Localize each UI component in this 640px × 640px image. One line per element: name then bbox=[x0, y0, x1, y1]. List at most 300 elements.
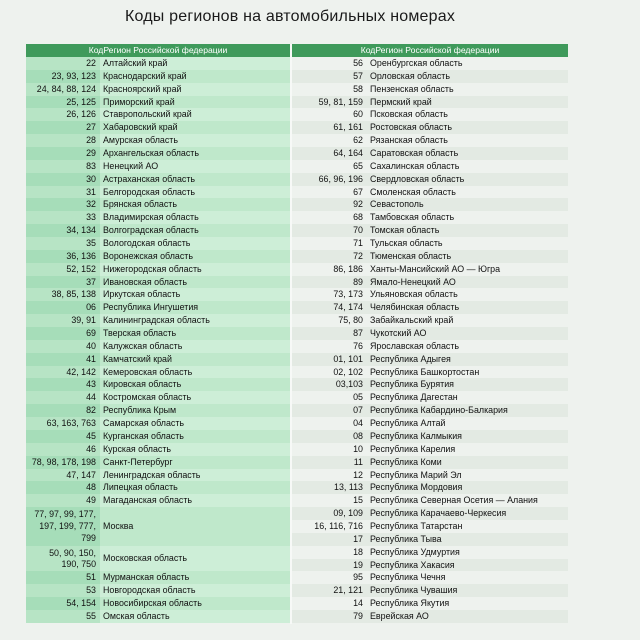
table-row bbox=[26, 134, 290, 147]
region-name: Сахалинская область bbox=[367, 160, 568, 173]
region-code-part: 45 bbox=[86, 430, 96, 441]
region-code bbox=[292, 597, 367, 610]
region-name: Республика Коми bbox=[367, 456, 568, 469]
table-row bbox=[26, 571, 290, 584]
region-name: Брянская область bbox=[100, 198, 290, 211]
region-code bbox=[292, 211, 367, 224]
region-code bbox=[292, 456, 367, 469]
table-row bbox=[292, 70, 568, 83]
table-row bbox=[26, 173, 290, 186]
region-code-part: 67 bbox=[353, 186, 363, 197]
table-row bbox=[26, 57, 290, 70]
region-code-part: 68 bbox=[353, 212, 363, 223]
table-row bbox=[26, 443, 290, 456]
region-code bbox=[26, 83, 100, 96]
region-code-part: 07 bbox=[353, 405, 363, 416]
region-name: Краснодарский край bbox=[100, 70, 290, 83]
region-code bbox=[26, 211, 100, 224]
table-row bbox=[26, 108, 290, 121]
region-code-part: 19 bbox=[353, 559, 363, 570]
region-code-part: 77, 97, 99, 177, bbox=[34, 509, 96, 520]
region-name: Камчатский край bbox=[100, 353, 290, 366]
region-code-part: 21, 121 bbox=[333, 585, 363, 596]
region-name: Томская область bbox=[367, 224, 568, 237]
region-code bbox=[292, 481, 367, 494]
region-name: Архангельская область bbox=[100, 147, 290, 160]
table-row bbox=[292, 559, 568, 572]
region-code-part: 190, 750 bbox=[61, 558, 96, 569]
region-name: Вологодская область bbox=[100, 237, 290, 250]
table-row bbox=[292, 430, 568, 443]
table-row bbox=[292, 147, 568, 160]
region-code-part: 31 bbox=[86, 186, 96, 197]
region-name: Республика Кабардино-Балкария bbox=[367, 404, 568, 417]
region-code-part: 58 bbox=[353, 83, 363, 94]
region-name: Воронежская область bbox=[100, 250, 290, 263]
region-code-part: 89 bbox=[353, 276, 363, 287]
table-row bbox=[26, 404, 290, 417]
region-code-part: 37 bbox=[86, 276, 96, 287]
region-code-part: 26, 126 bbox=[66, 109, 96, 120]
region-code bbox=[26, 108, 100, 121]
region-code bbox=[26, 198, 100, 211]
region-code bbox=[292, 250, 367, 263]
right-table bbox=[292, 44, 568, 623]
page-title: Коды регионов на автомобильных номерах bbox=[124, 8, 456, 25]
region-name: Омская область bbox=[100, 610, 290, 623]
region-code bbox=[26, 378, 100, 391]
table-row bbox=[26, 160, 290, 173]
table-row bbox=[292, 507, 568, 520]
region-code-part: 40 bbox=[86, 340, 96, 351]
table-row bbox=[26, 224, 290, 237]
region-code bbox=[26, 456, 100, 469]
region-code-part: 04 bbox=[353, 418, 363, 429]
region-code bbox=[292, 584, 367, 597]
region-code-part: 55 bbox=[86, 610, 96, 621]
table-row bbox=[292, 494, 568, 507]
table-row bbox=[292, 340, 568, 353]
header-code: Код bbox=[360, 45, 376, 55]
table-row bbox=[26, 597, 290, 610]
region-code bbox=[292, 340, 367, 353]
region-code bbox=[26, 288, 100, 301]
table-row bbox=[292, 263, 568, 276]
region-code bbox=[26, 494, 100, 507]
table-row bbox=[292, 481, 568, 494]
region-name: Тульская область bbox=[367, 237, 568, 250]
region-code bbox=[26, 237, 100, 250]
table-row bbox=[26, 546, 290, 572]
region-code bbox=[292, 404, 367, 417]
region-name: Республика Татарстан bbox=[367, 520, 568, 533]
region-name: Еврейская АО bbox=[367, 610, 568, 623]
region-code bbox=[26, 404, 100, 417]
region-name: Владимирская область bbox=[100, 211, 290, 224]
region-name: Тверская область bbox=[100, 327, 290, 340]
region-name: Республика Крым bbox=[100, 404, 290, 417]
region-name: Магаданская область bbox=[100, 494, 290, 507]
region-code-part: 197, 199, 777, bbox=[39, 521, 96, 532]
region-name: Свердловская область bbox=[367, 173, 568, 186]
region-name: Нижегородская область bbox=[100, 263, 290, 276]
region-code-part: 48 bbox=[86, 482, 96, 493]
region-code-part: 23, 93, 123 bbox=[51, 70, 96, 81]
region-code bbox=[26, 121, 100, 134]
region-code bbox=[26, 443, 100, 456]
region-code-part: 56 bbox=[353, 58, 363, 68]
region-code-part: 39, 91 bbox=[71, 315, 96, 326]
region-name: Республика Тыва bbox=[367, 533, 568, 546]
region-code bbox=[26, 584, 100, 597]
region-name: Республика Алтай bbox=[367, 417, 568, 430]
region-name: Севастополь bbox=[367, 198, 568, 211]
region-code bbox=[292, 520, 367, 533]
table-row bbox=[292, 57, 568, 70]
table-row bbox=[292, 224, 568, 237]
region-code-part: 27 bbox=[86, 122, 96, 133]
region-code-part: 10 bbox=[353, 443, 363, 454]
table-row bbox=[26, 96, 290, 109]
region-code bbox=[26, 340, 100, 353]
region-code bbox=[292, 314, 367, 327]
region-code bbox=[292, 430, 367, 443]
region-code bbox=[26, 507, 100, 546]
region-code-part: 08 bbox=[353, 430, 363, 441]
header-region: Регион Российской федерации bbox=[375, 45, 500, 55]
region-code-part: 16, 116, 716 bbox=[314, 520, 363, 531]
table-row bbox=[292, 520, 568, 533]
table-row bbox=[26, 378, 290, 391]
table-row bbox=[292, 353, 568, 366]
table-row bbox=[292, 288, 568, 301]
region-code bbox=[292, 378, 367, 391]
left-table bbox=[26, 44, 290, 623]
region-name: Ивановская область bbox=[100, 276, 290, 289]
region-code bbox=[292, 301, 367, 314]
header-region: Регион Российской федерации bbox=[103, 45, 228, 55]
region-name: Ульяновская область bbox=[367, 288, 568, 301]
region-name: Республика Калмыкия bbox=[367, 430, 568, 443]
region-name: Псковская область bbox=[367, 108, 568, 121]
region-name: Липецкая область bbox=[100, 481, 290, 494]
region-code bbox=[292, 288, 367, 301]
region-code-part: 78, 98, 178, 198 bbox=[31, 456, 96, 467]
region-code-part: 83 bbox=[86, 160, 96, 171]
table-row bbox=[292, 469, 568, 482]
region-code bbox=[292, 443, 367, 456]
region-name: Амурская область bbox=[100, 134, 290, 147]
region-code bbox=[26, 263, 100, 276]
table-row bbox=[292, 546, 568, 559]
region-code bbox=[26, 469, 100, 482]
region-code-part: 22 bbox=[86, 58, 96, 68]
region-code-part: 14 bbox=[353, 598, 363, 609]
region-code-part: 59, 81, 159 bbox=[318, 96, 363, 107]
region-name: Республика Бурятия bbox=[367, 378, 568, 391]
table-row bbox=[292, 366, 568, 379]
region-code bbox=[292, 546, 367, 559]
table-row bbox=[292, 391, 568, 404]
region-name: Саратовская область bbox=[367, 147, 568, 160]
region-code-part: 57 bbox=[353, 70, 363, 81]
region-code bbox=[292, 391, 367, 404]
table-row bbox=[26, 147, 290, 160]
region-code bbox=[26, 481, 100, 494]
region-name: Республика Ингушетия bbox=[100, 301, 290, 314]
region-code bbox=[26, 430, 100, 443]
table-row bbox=[26, 263, 290, 276]
region-name: Кемеровская область bbox=[100, 366, 290, 379]
region-name: Белгородская область bbox=[100, 186, 290, 199]
region-name: Республика Карачаево-Черкесия bbox=[367, 507, 568, 520]
region-name: Республика Дагестан bbox=[367, 391, 568, 404]
region-code-part: 52, 152 bbox=[66, 263, 96, 274]
region-code-part: 15 bbox=[353, 495, 363, 506]
region-name: Тюменская область bbox=[367, 250, 568, 263]
region-code-part: 24, 84, 88, 124 bbox=[36, 83, 96, 94]
region-code-part: 12 bbox=[353, 469, 363, 480]
table-row bbox=[26, 250, 290, 263]
region-code bbox=[292, 237, 367, 250]
region-name: Республика Хакасия bbox=[367, 559, 568, 572]
region-code bbox=[292, 96, 367, 109]
region-code-part: 62 bbox=[353, 135, 363, 146]
table-row bbox=[26, 83, 290, 96]
region-name: Ярославская область bbox=[367, 340, 568, 353]
region-code bbox=[26, 147, 100, 160]
region-name: Новгородская область bbox=[100, 584, 290, 597]
region-code-part: 03,103 bbox=[335, 379, 363, 390]
table-row bbox=[26, 430, 290, 443]
region-code bbox=[292, 353, 367, 366]
region-code-part: 43 bbox=[86, 379, 96, 390]
region-code-part: 92 bbox=[353, 199, 363, 210]
region-code bbox=[292, 469, 367, 482]
region-code bbox=[26, 597, 100, 610]
table-row bbox=[292, 96, 568, 109]
region-name: Новосибирская область bbox=[100, 597, 290, 610]
region-code bbox=[292, 108, 367, 121]
table-row bbox=[292, 134, 568, 147]
table-row bbox=[292, 443, 568, 456]
region-code bbox=[292, 276, 367, 289]
table-row bbox=[292, 417, 568, 430]
region-name: Курская область bbox=[100, 443, 290, 456]
region-code-part: 05 bbox=[353, 392, 363, 403]
header-code: Код bbox=[88, 45, 104, 55]
table-row bbox=[26, 276, 290, 289]
region-code bbox=[292, 533, 367, 546]
region-code bbox=[292, 559, 367, 572]
region-code bbox=[292, 417, 367, 430]
table-row bbox=[26, 70, 290, 83]
region-name: Республика Чечня bbox=[367, 571, 568, 584]
region-code bbox=[292, 610, 367, 623]
table-row bbox=[26, 314, 290, 327]
region-name: Волгоградская область bbox=[100, 224, 290, 237]
region-name: Ямало-Ненецкий АО bbox=[367, 276, 568, 289]
region-name: Республика Башкортостан bbox=[367, 366, 568, 379]
region-code bbox=[26, 160, 100, 173]
region-name: Калининградская область bbox=[100, 314, 290, 327]
region-code bbox=[292, 160, 367, 173]
region-code-part: 71 bbox=[353, 238, 363, 249]
left-header bbox=[26, 44, 290, 57]
region-code bbox=[292, 70, 367, 83]
region-code-part: 34, 134 bbox=[66, 225, 96, 236]
region-name: Республика Удмуртия bbox=[367, 546, 568, 559]
region-code-part: 06 bbox=[86, 302, 96, 313]
table-row bbox=[26, 327, 290, 340]
table-row bbox=[26, 456, 290, 469]
right-header bbox=[292, 44, 568, 57]
region-code-part: 61, 161 bbox=[333, 122, 363, 133]
region-code-part: 76 bbox=[353, 340, 363, 351]
region-code-part: 42, 142 bbox=[66, 366, 96, 377]
region-code bbox=[292, 494, 367, 507]
table-row bbox=[292, 327, 568, 340]
region-code-part: 11 bbox=[353, 456, 363, 467]
region-code bbox=[26, 610, 100, 623]
region-name: Республика Карелия bbox=[367, 443, 568, 456]
table-row bbox=[26, 469, 290, 482]
region-name: Оренбургская область bbox=[367, 57, 568, 70]
region-code-part: 74, 174 bbox=[333, 302, 363, 313]
table-row bbox=[26, 584, 290, 597]
region-name: Смоленская область bbox=[367, 186, 568, 199]
region-name: Иркутская область bbox=[100, 288, 290, 301]
region-code bbox=[292, 571, 367, 584]
region-code bbox=[292, 134, 367, 147]
region-code-part: 41 bbox=[86, 353, 96, 364]
region-code bbox=[26, 417, 100, 430]
table-row bbox=[26, 121, 290, 134]
region-code bbox=[292, 198, 367, 211]
region-code bbox=[292, 507, 367, 520]
region-code-part: 60 bbox=[353, 109, 363, 120]
region-code bbox=[26, 327, 100, 340]
table-row bbox=[26, 391, 290, 404]
region-name: Орловская область bbox=[367, 70, 568, 83]
region-code-part: 36, 136 bbox=[66, 250, 96, 261]
region-name: Астраханская область bbox=[100, 173, 290, 186]
region-name: Республика Якутия bbox=[367, 597, 568, 610]
region-code-part: 86, 186 bbox=[333, 263, 363, 274]
table-row bbox=[292, 610, 568, 623]
region-name: Ставропольский край bbox=[100, 108, 290, 121]
region-code bbox=[26, 301, 100, 314]
region-code-part: 18 bbox=[353, 546, 363, 557]
region-code-part: 46 bbox=[86, 443, 96, 454]
region-code bbox=[26, 391, 100, 404]
region-code-part: 51 bbox=[86, 572, 96, 583]
region-name: Республика Адыгея bbox=[367, 353, 568, 366]
table-row bbox=[292, 198, 568, 211]
region-code bbox=[26, 314, 100, 327]
region-name: Курганская область bbox=[100, 430, 290, 443]
region-code-part: 64, 164 bbox=[333, 148, 363, 159]
region-name: Республика Мордовия bbox=[367, 481, 568, 494]
region-name: Тамбовская область bbox=[367, 211, 568, 224]
region-name: Республика Северная Осетия — Алания bbox=[367, 494, 568, 507]
region-code-part: 17 bbox=[353, 533, 363, 544]
region-code-part: 65 bbox=[353, 160, 363, 171]
table-row bbox=[292, 571, 568, 584]
region-code-part: 32 bbox=[86, 199, 96, 210]
table-row bbox=[26, 417, 290, 430]
region-code bbox=[292, 57, 367, 70]
region-name: Чукотский АО bbox=[367, 327, 568, 340]
table-row bbox=[292, 314, 568, 327]
table-row bbox=[292, 597, 568, 610]
region-code-part: 63, 163, 763 bbox=[46, 418, 96, 429]
region-code bbox=[292, 173, 367, 186]
region-name: Хабаровский край bbox=[100, 121, 290, 134]
table-row bbox=[292, 160, 568, 173]
region-code bbox=[26, 571, 100, 584]
region-code bbox=[292, 263, 367, 276]
region-code-part: 33 bbox=[86, 212, 96, 223]
region-code bbox=[26, 134, 100, 147]
region-code bbox=[26, 224, 100, 237]
region-code-part: 13, 113 bbox=[334, 482, 363, 493]
region-code bbox=[292, 366, 367, 379]
region-name: Московская область bbox=[100, 546, 290, 572]
region-code-part: 02, 102 bbox=[333, 366, 363, 377]
region-code-part: 66, 96, 196 bbox=[318, 173, 363, 184]
region-code-part: 82 bbox=[86, 405, 96, 416]
table-row bbox=[26, 610, 290, 623]
region-name: Ненецкий АО bbox=[100, 160, 290, 173]
table-row bbox=[292, 456, 568, 469]
region-name: Красноярский край bbox=[100, 83, 290, 96]
region-name: Костромская область bbox=[100, 391, 290, 404]
region-code bbox=[292, 147, 367, 160]
region-code bbox=[292, 327, 367, 340]
region-name: Республика Чувашия bbox=[367, 584, 568, 597]
region-code bbox=[292, 83, 367, 96]
table-row bbox=[26, 366, 290, 379]
region-name: Алтайский край bbox=[100, 57, 290, 70]
table-row bbox=[26, 353, 290, 366]
region-code-part: 54, 154 bbox=[66, 598, 96, 609]
region-code-part: 87 bbox=[353, 328, 363, 339]
region-code bbox=[26, 70, 100, 83]
region-code-part: 25, 125 bbox=[66, 96, 96, 107]
region-name: Пензенская область bbox=[367, 83, 568, 96]
region-code-part: 44 bbox=[86, 392, 96, 403]
region-name: Приморский край bbox=[100, 96, 290, 109]
region-code bbox=[26, 173, 100, 186]
table-row bbox=[26, 288, 290, 301]
region-code-part: 47, 147 bbox=[66, 469, 96, 480]
table-row bbox=[292, 237, 568, 250]
region-code-part: 70 bbox=[353, 225, 363, 236]
region-name: Ханты-Мансийский АО — Югра bbox=[367, 263, 568, 276]
region-code bbox=[26, 96, 100, 109]
table-row bbox=[26, 198, 290, 211]
region-code-part: 73, 173 bbox=[333, 289, 363, 300]
region-code-part: 09, 109 bbox=[333, 508, 363, 519]
table-row bbox=[292, 276, 568, 289]
table-row bbox=[26, 211, 290, 224]
region-code bbox=[26, 250, 100, 263]
region-code bbox=[26, 546, 100, 572]
table-row bbox=[292, 404, 568, 417]
region-name: Челябинская область bbox=[367, 301, 568, 314]
region-name: Санкт-Петербург bbox=[100, 456, 290, 469]
